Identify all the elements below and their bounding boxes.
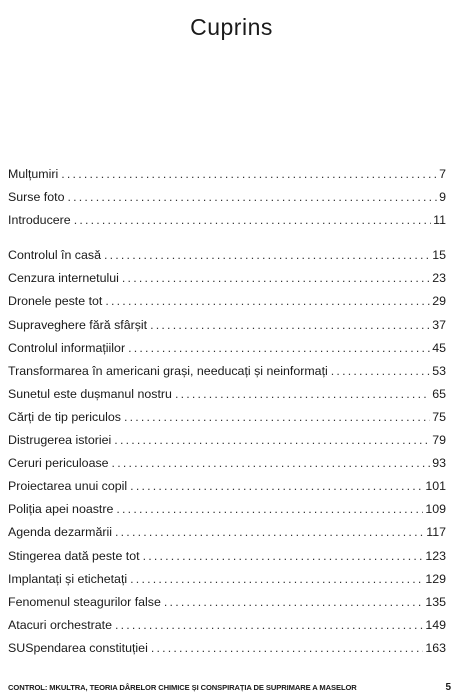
toc-entry-page: 117 (426, 525, 446, 540)
toc-entry (8, 406, 446, 429)
dot-leader (105, 290, 430, 313)
dot-leader (112, 452, 431, 475)
toc-entry-label: Poliția apei noastre (8, 502, 114, 517)
toc-entry (8, 521, 446, 544)
toc-entry-label: Transformarea în americani grași, needucați și neinformați (8, 363, 328, 378)
toc-entry (8, 591, 446, 614)
toc-entry-page: 9 (439, 190, 446, 205)
table-of-contents (8, 163, 446, 660)
toc-entry-page: 11 (433, 213, 446, 228)
dot-leader (67, 186, 437, 209)
dot-leader (130, 475, 423, 498)
toc-entry-page: 109 (425, 502, 446, 517)
toc-entry-label: Introducere (8, 213, 71, 228)
toc-entry (8, 475, 446, 498)
toc-entry (8, 337, 446, 360)
toc-entry-label: Dronele peste tot (8, 294, 103, 309)
toc-entry (8, 383, 446, 406)
toc-entry-label: Supraveghere fără sfârșit (8, 317, 148, 332)
toc-entry (8, 637, 446, 660)
dot-leader (150, 314, 430, 337)
toc-entry-label: SUSpendarea constituției (8, 640, 148, 655)
toc-entry (8, 614, 446, 637)
dot-leader (175, 383, 430, 406)
toc-entry-page: 93 (432, 456, 446, 471)
toc-entry-label: Atacuri orchestrate (8, 617, 112, 632)
section-gap (8, 232, 446, 244)
dot-leader (331, 360, 430, 383)
dot-leader (61, 163, 437, 186)
toc-entry (8, 186, 446, 209)
toc-entry-page: 123 (425, 548, 446, 563)
dot-leader (128, 337, 430, 360)
toc-entry-page: 45 (432, 340, 446, 355)
dot-leader (104, 244, 430, 267)
toc-entry-label: Stingerea dată peste tot (8, 548, 140, 563)
toc-entry-page: 101 (425, 479, 446, 494)
toc-entry-page: 79 (432, 433, 446, 448)
toc-entry-label: Fenomenul steagurilor false (8, 594, 161, 609)
toc-entry (8, 209, 446, 232)
toc-entry-page: 149 (425, 617, 446, 632)
toc-entry-label: Cărți de tip periculos (8, 409, 121, 424)
toc-entry (8, 429, 446, 452)
toc-entry (8, 452, 446, 475)
page-footer (8, 682, 451, 693)
toc-entry-page: 75 (432, 409, 446, 424)
toc-entry (8, 244, 446, 267)
dot-leader (114, 429, 430, 452)
toc-entry-page: 23 (432, 271, 446, 286)
toc-entry-page: 129 (425, 571, 446, 586)
running-title: CONTROL: MKULTRA, TEORIA DÂRELOR CHIMICE ȘI CONSPIRAȚIA DE SUPRIMARE A MASELOR (8, 683, 357, 692)
toc-entry-page: 163 (425, 640, 446, 655)
toc-entry (8, 498, 446, 521)
toc-entry-label: Controlul în casă (8, 248, 101, 263)
toc-entry-label: Distrugerea istoriei (8, 433, 112, 448)
toc-entry-label: Implantați și etichetați (8, 571, 128, 586)
dot-leader (130, 568, 423, 591)
toc-entry-page: 65 (432, 386, 446, 401)
toc-entry-label: Surse foto (8, 190, 65, 205)
dot-leader (115, 521, 424, 544)
toc-entry-label: Proiectarea unui copil (8, 479, 128, 494)
toc-entry-label: Cenzura internetului (8, 271, 119, 286)
toc-entry (8, 163, 446, 186)
toc-entry (8, 545, 446, 568)
toc-entry-label: Agenda dezarmării (8, 525, 113, 540)
toc-entry (8, 267, 446, 290)
toc-entry-page: 15 (432, 248, 446, 263)
toc-entry-page: 53 (432, 363, 446, 378)
toc-entry-page: 37 (432, 317, 446, 332)
page-title: Cuprins (190, 14, 273, 40)
toc-entry-page: 135 (425, 594, 446, 609)
dot-leader (115, 614, 423, 637)
toc-entry-label: Ceruri periculoase (8, 456, 109, 471)
toc-entry-page: 7 (439, 167, 446, 181)
dot-leader (124, 406, 430, 429)
toc-entry-label: Mulțumiri (8, 167, 59, 181)
toc-entry (8, 314, 446, 337)
toc-entry (8, 568, 446, 591)
dot-leader (122, 267, 430, 290)
toc-entry (8, 290, 446, 313)
toc-entry (8, 360, 446, 383)
dot-leader (151, 637, 423, 660)
toc-entry-label: Sunetul este dușmanul nostru (8, 386, 172, 401)
toc-entry-page: 29 (432, 294, 446, 309)
dot-leader (74, 209, 431, 232)
toc-entry-label: Controlul informațiilor (8, 340, 126, 355)
dot-leader (143, 545, 424, 568)
dot-leader (116, 498, 423, 521)
dot-leader (164, 591, 423, 614)
page-number: 5 (445, 682, 451, 693)
